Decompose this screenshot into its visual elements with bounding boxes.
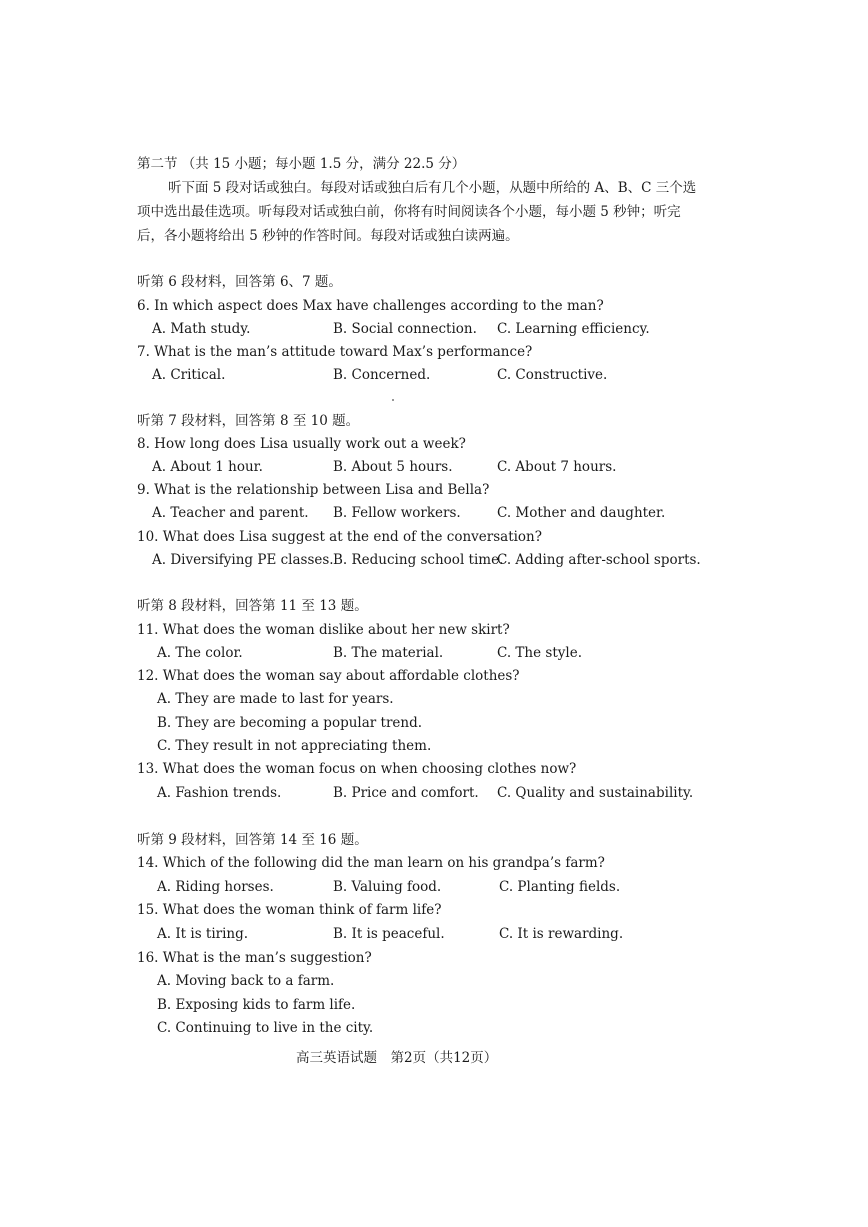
section-title: 第二节 （共 15 小题；每小题 1.5 分，满分 22.5 分） <box>137 156 466 172</box>
option-a: A. Fashion trends. <box>157 785 282 801</box>
option-c: C. Adding after-school sports. <box>497 552 701 568</box>
option-b: B. They are becoming a popular trend. <box>157 715 423 731</box>
option-b: B. Price and comfort. <box>333 785 479 801</box>
option-a: A. Math study. <box>152 321 251 337</box>
option-c: C. They result in not appreciating them. <box>157 738 432 754</box>
option-c: C. Continuing to live in the city. <box>157 1020 374 1036</box>
option-b: B. Exposing kids to farm life. <box>157 997 356 1013</box>
option-b: B. Valuing food. <box>333 879 442 895</box>
question-stem: 13. What does the woman focus on when choosing clothes now? <box>137 761 577 777</box>
question-stem: 14. Which of the following did the man learn on his grandpa’s farm? <box>137 855 605 871</box>
instruction-line-2: 项中选出最佳选项。听每段对话或独白前，你将有时间阅读各个小题，每小题 5 秒钟；听完 <box>137 204 681 220</box>
option-c: C. Constructive. <box>497 367 608 383</box>
option-a: A. About 1 hour. <box>152 459 263 475</box>
option-a: A. Riding horses. <box>157 879 274 895</box>
page-footer: 高三英语试题 第2页（共12页） <box>296 1050 498 1066</box>
group-heading: 听第 8 段材料，回答第 11 至 13 题。 <box>137 598 368 614</box>
option-a: A. Critical. <box>152 367 226 383</box>
instruction-line-1: 听下面 5 段对话或独白。每段对话或独白后有几个小题，从题中所给的 A、B、C 三个选 <box>168 180 697 196</box>
group-heading: 听第 6 段材料，回答第 6、7 题。 <box>137 274 342 290</box>
option-c: C. About 7 hours. <box>497 459 617 475</box>
question-stem: 16. What is the man’s suggestion? <box>137 950 372 966</box>
option-b: B. About 5 hours. <box>333 459 453 475</box>
option-a: A. It is tiring. <box>157 926 249 942</box>
option-c: C. The style. <box>497 645 582 661</box>
instruction-line-3: 后，各小题将给出 5 秒钟的作答时间。每段对话或独白读两遍。 <box>137 228 519 244</box>
option-c: C. It is rewarding. <box>499 926 624 942</box>
option-c: C. Quality and sustainability. <box>497 785 694 801</box>
question-stem: 11. What does the woman dislike about her new skirt? <box>137 622 510 638</box>
group-heading: 听第 7 段材料，回答第 8 至 10 题。 <box>137 413 360 429</box>
question-stem: 10. What does Lisa suggest at the end of the conversation? <box>137 529 542 545</box>
question-stem: 12. What does the woman say about affordable clothes? <box>137 668 520 684</box>
option-b: B. Social connection. <box>333 321 477 337</box>
scan-speck <box>392 399 394 401</box>
question-stem: 6. In which aspect does Max have challenges according to the man? <box>137 298 604 314</box>
question-stem: 9. What is the relationship between Lisa and Bella? <box>137 482 490 498</box>
option-b: B. It is peaceful. <box>333 926 445 942</box>
option-a: A. Teacher and parent. <box>152 505 309 521</box>
question-stem: 7. What is the man’s attitude toward Max’s performance? <box>137 344 533 360</box>
option-c: C. Planting fields. <box>499 879 621 895</box>
option-a: A. Diversifying PE classes. <box>152 552 334 568</box>
option-b: B. Reducing school time. <box>333 552 504 568</box>
option-b: B. The material. <box>333 645 444 661</box>
option-b: B. Fellow workers. <box>333 505 461 521</box>
option-c: C. Mother and daughter. <box>497 505 666 521</box>
option-b: B. Concerned. <box>333 367 431 383</box>
group-heading: 听第 9 段材料，回答第 14 至 16 题。 <box>137 832 368 848</box>
question-stem: 15. What does the woman think of farm life? <box>137 902 442 918</box>
option-a: A. The color. <box>157 645 243 661</box>
option-a: A. They are made to last for years. <box>157 691 394 707</box>
option-a: A. Moving back to a farm. <box>157 973 335 989</box>
question-stem: 8. How long does Lisa usually work out a week? <box>137 436 466 452</box>
option-c: C. Learning efficiency. <box>497 321 650 337</box>
